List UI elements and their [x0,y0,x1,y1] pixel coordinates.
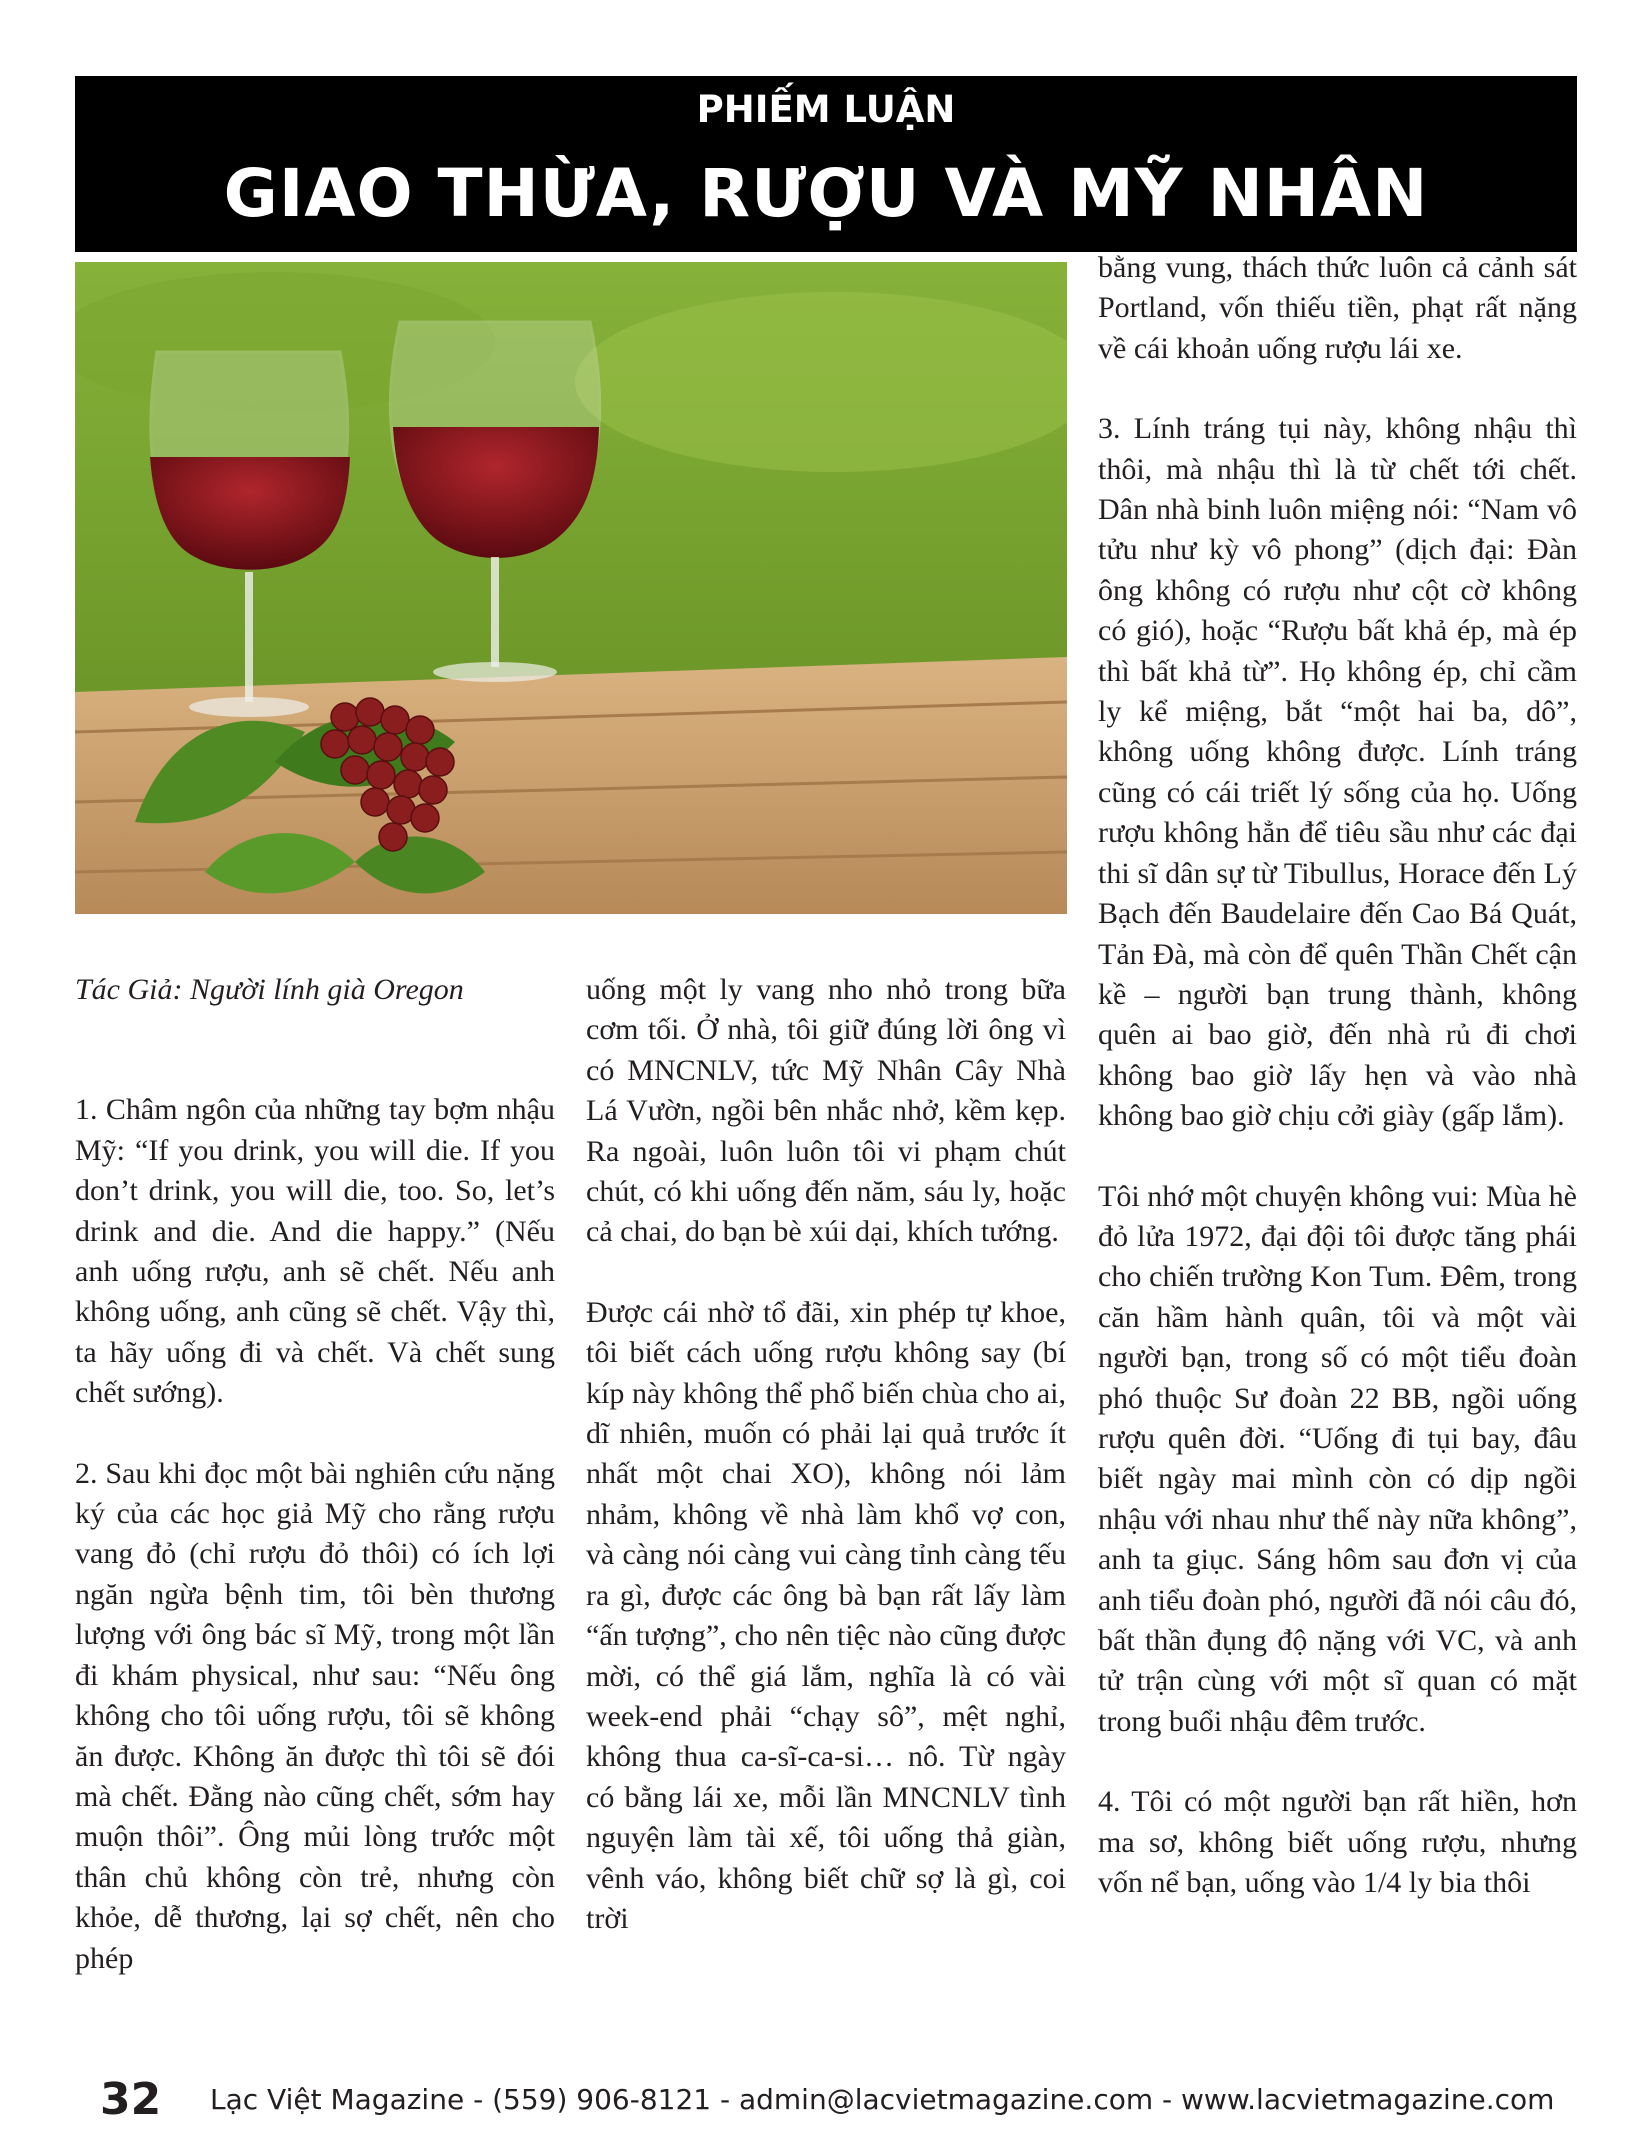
page-footer [100,2070,1580,2130]
paragraph: 1. Châm ngôn của những tay bợm nhậu Mỹ: “If you drink, you will die. If you don’t drink, you will die, too. So, let’s drink and die. And die happy.” (Nếu anh uống rượu, anh sẽ chết. Nếu anh không uống, anh cũng sẽ chết. Vậy thì, ta hãy uống đi và chết. Và chết sung chết sướng). [75,1093,555,1410]
wine-glasses-photo [75,262,1067,914]
author-byline: Tác Giả: Người lính già Oregon [75,973,464,1006]
paragraph: uống một ly vang nho nhỏ trong bữa cơm tối. Ở nhà, tôi giữ đúng lời ông vì có MNCNLV, tức Mỹ Nhân Cây Nhà Lá Vườn, ngồi bên nhắc nhở, kềm kẹp. Ra ngoài, luôn luôn tôi vi phạm chút chút, có khi uống đến năm, sáu ly, hoặc cả chai, do bạn bè xúi dại, khích tướng. [586,973,1066,1249]
paragraph: Được cái nhờ tổ đãi, xin phép tự khoe, tôi biết cách uống rượu không say (bí kíp này không thể phổ biến chùa cho ai, dĩ nhiên, muốn có phải lại quả trước ít nhất một chai XO), không nói lảm nhảm, không về nhà làm khổ vợ con, và càng nói càng vui càng tỉnh càng tếu ra gì, được các ông bà bạn rất lấy làm “ấn tượng”, cho nên tiệc nào cũng được mời, có thể giá lắm, nghĩa là có vài week-end phải “chạy sô”, mệt nghỉ, không thua ca-sĩ-ca-si… nô. Từ ngày có bằng lái xe, mỗi lần MNCNLV tình nguyện làm tài xế, tôi uống thả giàn, vênh váo, không biết chữ sợ là gì, coi trời [586,1295,1066,1935]
footer-contact-info: Lạc Việt Magazine - (559) 906-8121 - admin@lacvietmagazine.com - www.lacvietmagazine.com [210,2083,1555,2116]
paragraph: 2. Sau khi đọc một bài nghiên cứu nặng ký của các học giả Mỹ cho rằng rượu vang đỏ (chỉ rượu đỏ thôi) có ích lợi ngăn ngừa bệnh tim, tôi bèn thương lượng với ông bác sĩ Mỹ, trong một lần đi khám physical, như sau: “Nếu ông không cho tôi uống rượu, tôi sẽ không ăn được. Không ăn được thì tôi sẽ đói mà chết. Đằng nào cũng chết, sớm hay muộn thôi”. Ông mủi lòng trước một thân chủ không còn trẻ, nhưng còn khỏe, dễ thương, lại sợ chết, nên cho phép [75,1456,555,1975]
page-number: 32 [100,2074,162,2125]
paragraph: bằng vung, thách thức luôn cả cảnh sát Portland, vốn thiếu tiền, phạt rất nặng về cái khoản uống rượu lái xe. [1098,251,1577,365]
article-title: GIAO THỪA, RƯỢU VÀ MỸ NHÂN [223,155,1429,232]
article-column-3 [1098,248,1577,1903]
header-banner [75,76,1577,252]
article-column-2 [586,970,1066,1939]
paragraph: 3. Lính tráng tụi này, không nhậu thì thôi, mà nhậu thì là từ chết tới chết. Dân nhà binh luôn miệng nói: “Nam vô tửu như kỳ vô phong” (dịch đại: Đàn ông không có rượu như cột cờ không có gió), hoặc “Rượu bất khả ép, mà ép thì bất khả từ”. Họ không ép, chỉ cầm ly kể miệng, bắt “một hai ba, dô”, không uống không được. Lính tráng cũng có cái triết lý sống của họ. Uống rượu không hẳn để tiêu sầu như các đại thi sĩ dân sự từ Tibullus, Horace đến Lý Bạch đến Baudelaire đến Cao Bá Quát, Tản Đà, mà còn để quên Thần Chết cận kề – người bạn trung thành, không quên ai bao giờ, đến nhà rủ đi chơi không bao giờ lấy hẹn và vào nhà không bao giờ chịu cởi giày (gấp lắm). [1098,412,1577,1133]
paragraph: 4. Tôi có một người bạn rất hiền, hơn ma sơ, không biết uống rượu, nhưng vốn nể bạn, uống vào 1/4 ly bia thôi [1098,1785,1577,1900]
wine-glasses-grapes-icon [75,262,1067,914]
article-column-1 [75,970,555,1979]
paragraph: Tôi nhớ một chuyện không vui: Mùa hè đỏ lửa 1972, đại đội tôi được tăng phái cho chiến trường Kon Tum. Đêm, trong căn hầm hành quân, tôi và một vài người bạn, trong số có một tiểu đoàn phó thuộc Sư đoàn 22 BB, ngồi uống rượu quên đời. “Uống đi tụi bay, đâu biết ngày mai mình còn có dịp ngồi nhậu với nhau như thế này nữa không”, anh ta giục. Sáng hôm sau đơn vị của anh tiểu đoàn phó, người đã nói câu đó, bất thần đụng độ nặng với VC, và anh tử trận cùng với một sĩ quan có mặt trong buổi nhậu đêm trước. [1098,1179,1577,1738]
section-kicker: PHIẾM LUẬN [696,88,956,131]
